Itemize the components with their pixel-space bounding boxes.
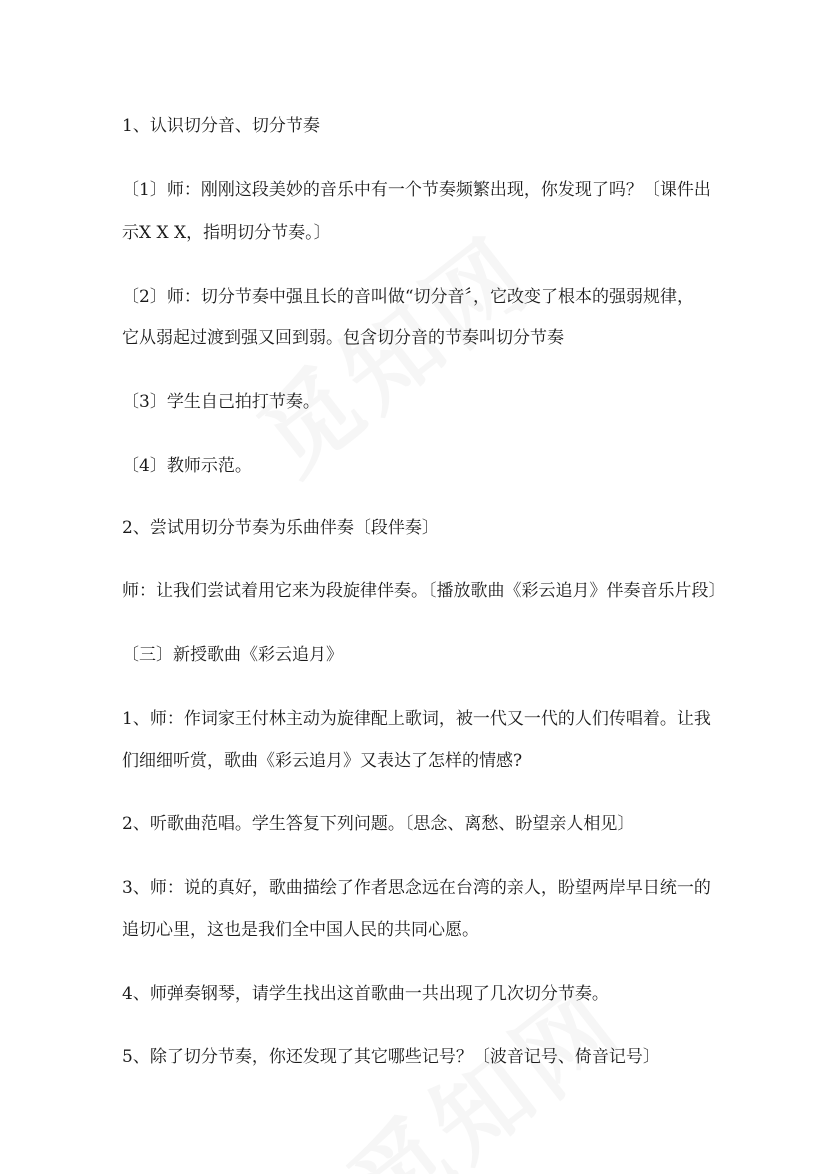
paragraph-line: 们细细听赏，歌曲《彩云追月》又表达了怎样的情感? xyxy=(122,751,523,771)
paragraph-line: 〔3〕学生自己拍打节奏。 xyxy=(122,392,320,412)
paragraph-line: 师：让我们尝试着用它来为段旋律伴奏。〔播放歌曲《彩云追月》伴奏音乐片段〕 xyxy=(122,581,726,601)
paragraph-line: 它从弱起过渡到强又回到弱。包含切分音的节奏叫切分节奏 xyxy=(122,328,564,348)
paragraph-line: 3、师：说的真好，歌曲描绘了作者思念远在台湾的亲人，盼望两岸早日统一的 xyxy=(122,878,711,898)
paragraph-line: 示X X X，指明切分节奏。〕 xyxy=(122,223,331,243)
paragraph-line: 〔2〕师：切分节奏中强且长的音叫做“切分音〞，它改变了根本的强弱规律， xyxy=(122,287,695,307)
section-heading-1: 1、认识切分音、切分节奏 xyxy=(122,116,320,136)
paragraph-line: 〔1〕师：刚刚这段美妙的音乐中有一个节奏频繁出现，你发现了吗？〔课件出 xyxy=(122,180,711,200)
paragraph-line: 5、除了切分节奏，你还发现了其它哪些记号？〔波音记号、倚音记号〕 xyxy=(122,1047,660,1067)
section-heading-2: 2、尝试用切分节奏为乐曲伴奏〔段伴奏〕 xyxy=(122,518,439,538)
paragraph-line: 2、听歌曲范唱。学生答复下列问题。〔思念、离愁、盼望亲人相见〕 xyxy=(122,814,635,834)
paragraph-line: 1、师：作词家王付林主动为旋律配上歌词，被一代又一代的人们传唱着。让我 xyxy=(122,709,711,729)
paragraph-line: 〔4〕教师示范。 xyxy=(122,456,252,476)
section-heading-3: 〔三〕新授歌曲《彩云追月》 xyxy=(122,645,343,665)
paragraph-line: 追切心里，这也是我们全中国人民的共同心愿。 xyxy=(122,920,479,940)
paragraph-line: 4、师弹奏钢琴，请学生找出这首歌曲一共出现了几次切分节奏。 xyxy=(122,984,609,1004)
